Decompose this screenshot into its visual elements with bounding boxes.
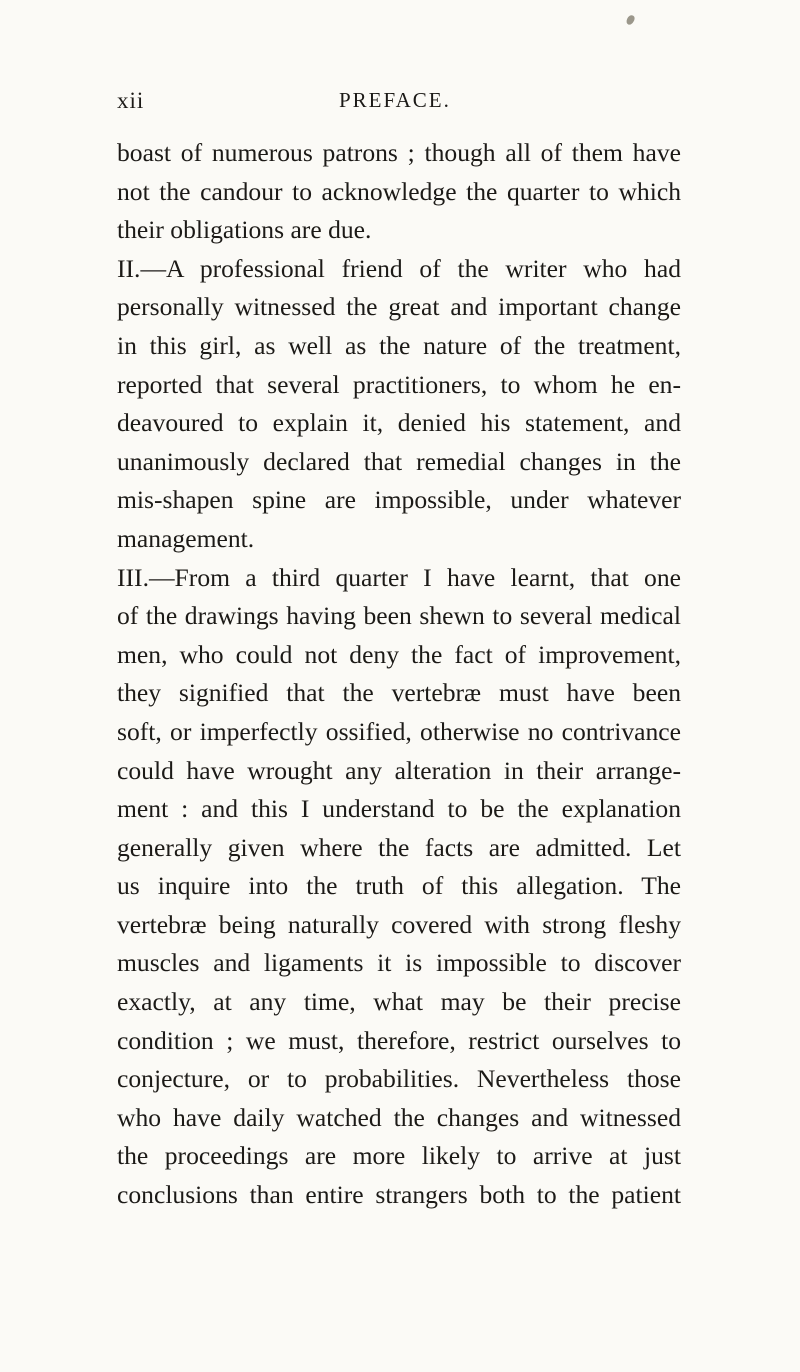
text-line: not the candour to acknowledge the quarter to which xyxy=(117,176,681,206)
text-line: could have wrought any alteration in their arrange- xyxy=(117,755,681,785)
text-line: of the drawings having been shewn to several medical xyxy=(117,601,681,631)
text-line: us inquire into the truth of this allegation. The xyxy=(117,871,681,901)
text-line: boast of numerous patrons ; though all of them have xyxy=(117,138,681,167)
ink-speck xyxy=(625,14,636,26)
running-title: PREFACE. xyxy=(339,88,451,112)
text-line: vertebræ being naturally covered with strong fleshy xyxy=(117,909,681,939)
text-line: they signified that the vertebræ must have been xyxy=(117,678,681,708)
text-line: III.—From a third quarter I have learnt, that one xyxy=(117,562,681,592)
text-line: men, who could not deny the fact of improvement, xyxy=(117,639,681,669)
text-line: who have daily watched the changes and witnessed xyxy=(117,1102,681,1132)
text-line: mis-shapen spine are impossible, under whatever xyxy=(117,485,681,515)
text-line: condition ; we must, therefore, restrict ourselves to xyxy=(117,1025,681,1055)
text-line: II.—A professional friend of the writer who had xyxy=(117,253,681,283)
text-line: reported that several practitioners, to whom he en- xyxy=(117,369,681,399)
text-line: deavoured to explain it, denied his statement, and xyxy=(117,408,681,438)
text-line: exactly, at any time, what may be their precise xyxy=(117,987,681,1017)
body-text xyxy=(117,134,681,1215)
text-line: personally witnessed the great and important change xyxy=(117,292,681,322)
text-line: their obligations are due. xyxy=(117,215,372,245)
text-line: conjecture, or to probabilities. Nevertheless those xyxy=(117,1064,681,1094)
text-line: ment : and this I understand to be the explanation xyxy=(117,794,681,824)
text-line: unanimously declared that remedial changes in the xyxy=(117,446,681,476)
text-line: conclusions than entire strangers both to the patient xyxy=(117,1180,681,1210)
text-line: muscles and ligaments it is impossible to discover xyxy=(117,948,681,978)
running-head xyxy=(117,88,677,118)
text-line: soft, or imperfectly ossified, otherwise no contrivance xyxy=(117,716,681,746)
page-number: xii xyxy=(117,88,145,113)
text-line: generally given where the facts are admitted. Let xyxy=(117,832,681,862)
text-line: the proceedings are more likely to arrive at just xyxy=(117,1141,681,1171)
text-line: management. xyxy=(117,523,255,553)
text-line: in this girl, as well as the nature of the treatment, xyxy=(117,330,681,360)
